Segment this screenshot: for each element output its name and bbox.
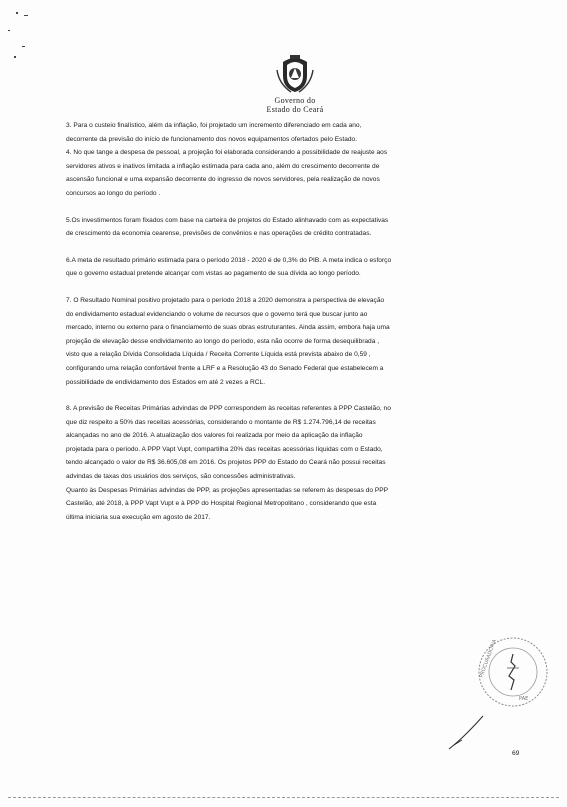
text-line: 4. No que tange a despesa de pessoal, a projeção foi elaborada considerando a possibilidade de reajuste aos bbox=[66, 149, 388, 157]
paragraph-6 bbox=[66, 254, 508, 281]
text-line: projeção de elevação desse endividamento ao longo do período, esta não ocorre de forma desequilibrada , bbox=[66, 337, 380, 345]
paragraph-5 bbox=[66, 214, 508, 241]
signature-mark-icon bbox=[446, 712, 486, 752]
paragraph-3 bbox=[66, 119, 508, 146]
text-line: que o governo estadual pretende alcançar com vistas ao pagamento de sua dívida ao longo período. bbox=[66, 270, 361, 278]
text-line: ascensão funcional e uma expansão decorrente do ingresso de novos servidores, pela realização de novos bbox=[66, 176, 380, 184]
text-line: servidores ativos e inativos limitada a inflação estimada para cada ano, além do crescimento decorrente de bbox=[66, 162, 380, 170]
text-line: alcançadas no ano de 2016. A atualização dos valores foi realizada por meio da aplicação da inflação bbox=[66, 432, 363, 440]
text-line: 6.A meta de resultado primário estimada para o período 2018 - 2020 é de 0,3% do PIB. A meta indica o esforço bbox=[66, 256, 392, 264]
scan-specks bbox=[6, 6, 36, 66]
text-line: de crescimento da economia cearense, previsões de convênios e nas operações de crédito contratadas. bbox=[66, 230, 372, 238]
text-line: 3. Para o custeio finalístico, além da inflação, foi projetado um incremento diferenciado em cada ano, bbox=[66, 122, 362, 129]
state-coat-of-arms-icon bbox=[273, 54, 317, 94]
text-line: projetada para o período. A PPP Vapt Vupt, compartilha 20% das receitas acessórias líquidas com o Estado, bbox=[66, 445, 383, 453]
text-line: última iniciaria sua execução em agosto de 2017. bbox=[66, 513, 211, 521]
text-line: configurando uma relação confortável frente a LRF e a Resolução 43 do Senado Federal que estabelecem a bbox=[66, 364, 384, 372]
paragraph-7 bbox=[66, 294, 508, 389]
text-line: do endividamento estadual evidenciando o volume de recursos que o governo terá que buscar junto ao bbox=[66, 310, 368, 318]
document-body bbox=[66, 119, 508, 524]
svg-text:PAE: PAE bbox=[519, 696, 529, 702]
svg-text:PROCURADORIA: PROCURADORIA bbox=[478, 638, 499, 679]
text-line: 8. A previsão de Receitas Primárias advindas de PPP correspondem às receitas referentes à PPP Castelão, no bbox=[66, 405, 391, 413]
paragraph-8 bbox=[66, 402, 508, 524]
official-stamp-icon bbox=[473, 632, 553, 712]
text-line: concursos ao longo do período . bbox=[66, 189, 161, 197]
paragraph-4 bbox=[66, 146, 508, 200]
header-line-governo: Governo do bbox=[274, 96, 316, 105]
text-line: Quanto às Despesas Primárias advindas de PPP, as projeções apresentadas se referem às despesas do PPP bbox=[66, 486, 389, 494]
text-line: visto que a relação Dívida Consolidada Líquida / Receita Corrente Líquida está prevista abaixo de 0,59 , bbox=[66, 351, 371, 359]
page-number: 69 bbox=[512, 750, 520, 757]
text-line: Castelão, até 2018, à PPP Vapt Vupt e à PPP do Hospital Regional Metropolitano , considerando que esta bbox=[66, 500, 377, 508]
text-line: que diz respeito a 50% das receitas acessórias, considerando o montante de R$ 1.274.796,14 de receitas bbox=[66, 418, 376, 426]
government-header bbox=[250, 54, 340, 114]
text-line: tendo alcançado o valor de R$ 36.605,08 em 2016. Os projetos PPP do Estado do Ceará não possui receitas bbox=[66, 459, 386, 467]
text-line: advindas de taxas dos usuários dos serviços, são concessões administrativas. bbox=[66, 473, 296, 481]
text-line: mercado, interno ou externo para o financiamento de suas obras estruturantes. Ainda assim, embora haja uma bbox=[66, 324, 390, 332]
footer-divider bbox=[8, 797, 559, 798]
text-line: 5.Os investimentos foram fixados com base na carteira de projetos do Estado alinhavado com as expectativas bbox=[66, 216, 389, 224]
text-line: possibilidade de endividamento dos Estados em até 2 vezes a RCL. bbox=[66, 378, 266, 386]
text-line: 7. O Resultado Nominal positivo projetado para o período 2018 a 2020 demonstra a perspectiva de elevação bbox=[66, 296, 385, 304]
header-line-estado: Estado do Ceará bbox=[266, 105, 324, 114]
text-line: decorrente da previsão do início de funcionamento dos novos equipamentos ofertados pelo Estado. bbox=[66, 135, 358, 143]
